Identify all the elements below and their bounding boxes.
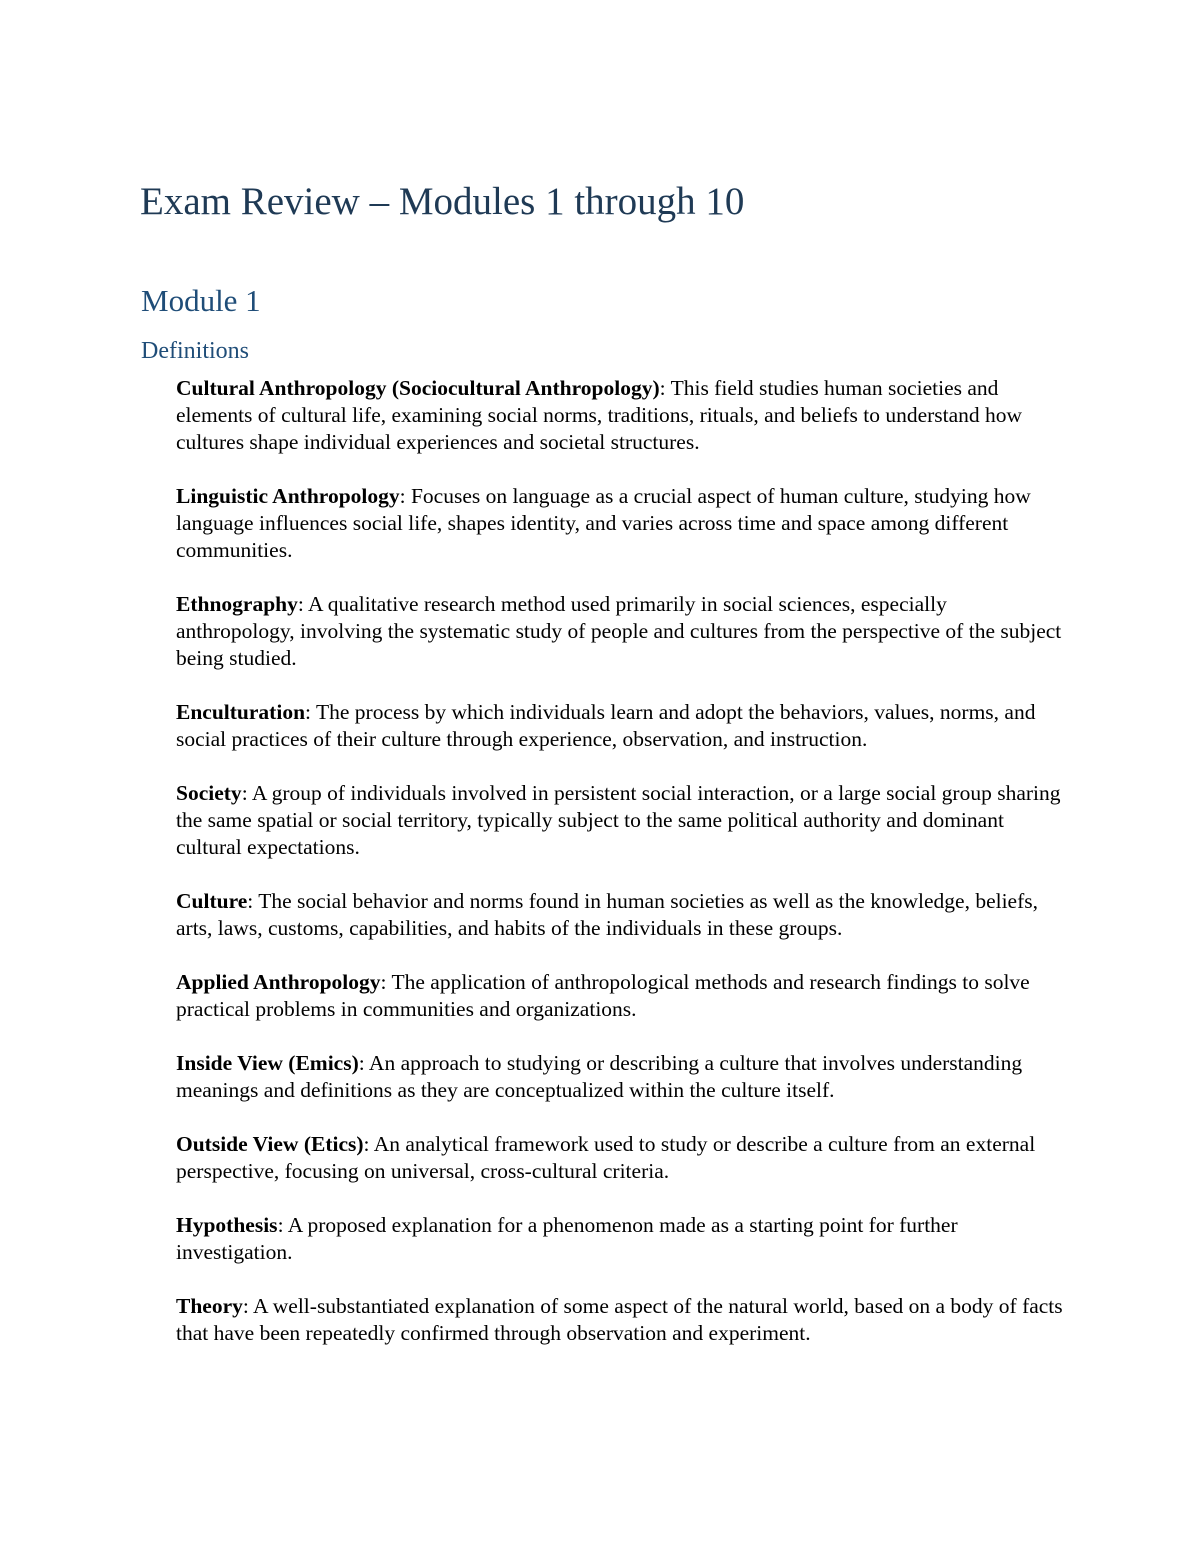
definition-item: [176, 1293, 1066, 1347]
definition-text: : A well-substantiated explanation of some aspect of the natural world, based on a body of facts that have been repeatedly confirmed through observation and experiment.: [176, 1294, 1063, 1345]
definition-text: : An approach to studying or describing a culture that involves understanding meanings and definitions as they are conceptualized within the culture itself.: [176, 1051, 1023, 1102]
definition-term: Linguistic Anthropology: [176, 484, 400, 508]
definition-item: [176, 375, 1066, 456]
definition-text: : The application of anthropological methods and research findings to solve practical problems in communities and organizations.: [176, 970, 1030, 1021]
definition-text: : Focuses on language as a crucial aspect of human culture, studying how language influences social life, shapes identity, and varies across time and space among different communities.: [176, 484, 1031, 562]
module-heading: Module 1: [141, 283, 261, 318]
definition-item: [176, 591, 1066, 672]
definition-item: [176, 1050, 1066, 1104]
definition-text: : A group of individuals involved in persistent social interaction, or a large social group sharing the same spatial or social territory, typically subject to the same political authority and dominant cultural expectations.: [176, 781, 1061, 859]
definitions-heading: Definitions: [141, 338, 249, 364]
definition-term: Culture: [176, 889, 248, 913]
definitions-list: [176, 375, 1066, 1374]
document-title: Exam Review – Modules 1 through 10: [140, 180, 745, 223]
definition-item: [176, 888, 1066, 942]
definition-text: : A qualitative research method used primarily in social sciences, especially anthropology, involving the systematic study of people and cultures from the perspective of the subject being studied.: [176, 592, 1062, 670]
definition-text: : This field studies human societies and elements of cultural life, examining social norms, traditions, rituals, and beliefs to understand how cultures shape individual experiences and societal structures.: [176, 376, 1023, 454]
definition-term: Theory: [176, 1294, 243, 1318]
definition-item: [176, 1212, 1066, 1266]
definition-term: Applied Anthropology: [176, 970, 381, 994]
definition-term: Hypothesis: [176, 1213, 278, 1237]
definition-term: Enculturation: [176, 700, 306, 724]
definition-term: Outside View (Etics): [176, 1132, 364, 1156]
definition-text: : The process by which individuals learn and adopt the behaviors, values, norms, and social practices of their culture through experience, observation, and instruction.: [176, 700, 1036, 751]
definition-term: Society: [176, 781, 242, 805]
definition-item: [176, 969, 1066, 1023]
definition-term: Ethnography: [176, 592, 298, 616]
definition-item: [176, 1131, 1066, 1185]
definition-term: Inside View (Emics): [176, 1051, 359, 1075]
definition-item: [176, 699, 1066, 753]
definition-text: : An analytical framework used to study or describe a culture from an external perspective, focusing on universal, cross-cultural criteria.: [176, 1132, 1036, 1183]
definition-term: Cultural Anthropology (Sociocultural Anthropology): [176, 376, 660, 400]
definition-item: [176, 483, 1066, 564]
definition-item: [176, 780, 1066, 861]
definition-text: : The social behavior and norms found in human societies as well as the knowledge, beliefs, arts, laws, customs, capabilities, and habits of the individuals in these groups.: [176, 889, 1039, 940]
definition-text: : A proposed explanation for a phenomenon made as a starting point for further investigation.: [176, 1213, 958, 1264]
